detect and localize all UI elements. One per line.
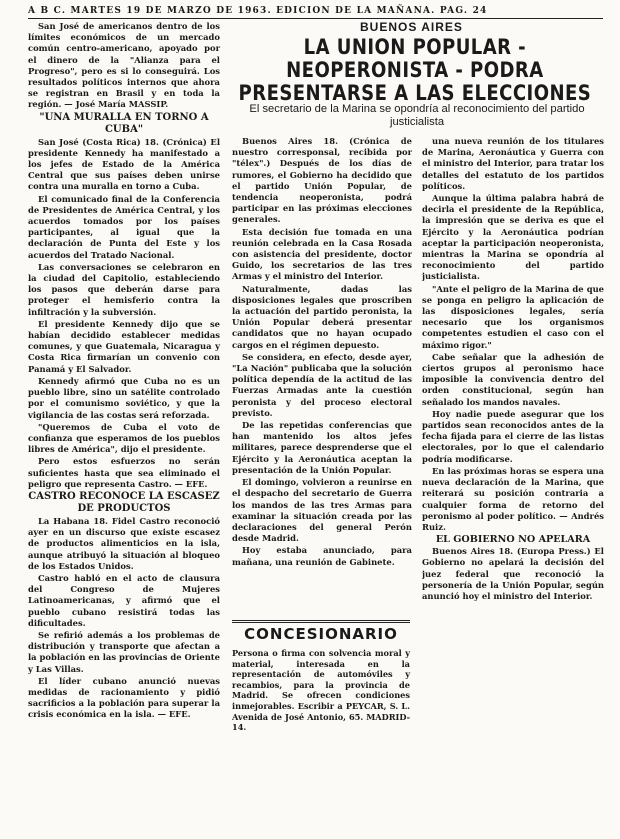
middle-column bbox=[232, 136, 412, 616]
article-paragraph: Aunque la última palabra habrá de decirla el presidente de la República, la impresión que se deriva es que el Ejército y la Aeronáutica podrían aceptar la participación neoperonista, mientras la Marina se opondría al reconocimiento del partido justicialista. bbox=[422, 193, 604, 282]
ad-box bbox=[232, 648, 410, 733]
article-paragraph: De las repetidas conferencias que han mantenido los altos jefes militares, parece desprenderse que el Ejército y la Aeronáutica aceptan la presentación de la Unión Popular. bbox=[232, 420, 412, 475]
article-paragraph: San José (Costa Rica) 18. (Crónica) El presidente Kennedy ha manifestado a los jefes de Estado de la América Central que sus países deben unirse contra una muralla en torno a Cuba. bbox=[28, 136, 220, 192]
article-paragraph: "Queremos de Cuba el voto de confianza que esperamos de los pueblos libres de América", dijo el presidente. bbox=[28, 421, 220, 455]
article-paragraph: San José de americanos dentro de los límites económicos de un mercado común centro-americano, apoyado por el dinero de la "Alianza para el Progreso", pero es si lo conseguirá. Los resultados políticos internos que ahora se registran en Brasil y en toda la región. — José María MASSIP. bbox=[28, 21, 220, 110]
article-paragraph: Naturalmente, dadas las disposiciones legales que proscriben la actuación del partido peronista, la Unión Popular deberá presentar candidatos que no hayan ocupado cargos en el régimen depuesto. bbox=[232, 283, 412, 350]
article-paragraph: Las conversaciones se celebraron en la ciudad del Capitolio, estableciendo los pasos que deberán darse para proteger el hemisferio contra la infiltración y la subversión. bbox=[28, 261, 220, 317]
headline-deck: El secretario de la Marina se opondría al reconocimiento del partido justicialista bbox=[249, 103, 585, 128]
ad-text: Persona o firma con solvencia moral y material, interesada en la representación de automóviles y recambios, para la provincia de Madrid. Se ofrecen condiciones inmejorables. Escribir a PEYCAR, S. L. Avenida de José Antonio, 65. MADRID-14. bbox=[232, 648, 410, 733]
article-paragraph: El líder cubano anunció nuevas medidas de racionamiento y pidió sacrificios a la población para superar la crisis económica en la isla. — EFE. bbox=[28, 675, 220, 720]
section-kicker: BUENOS AIRES bbox=[360, 20, 463, 34]
right-column bbox=[422, 136, 604, 831]
article-paragraph: Pero estos esfuerzos no serán suficientes hasta que sea eliminado el peligro que representa Castro. — EFE. bbox=[28, 456, 220, 489]
article-paragraph: Castro habló en el acto de clausura del Congreso de Mujeres Latinoamericanas, y afirmó que el pueblo cubano resistirá todas las dificultades. bbox=[28, 572, 220, 628]
ad-title: CONCESIONARIO bbox=[232, 620, 410, 647]
header-rule bbox=[28, 18, 603, 19]
article-paragraph: Buenos Aires 18. (Crónica de nuestro corresponsal, recibida por "télex".) Después de los días de rumores, el Gobierno ha decidido que el partido Unión Popular, de tendencia neoperonista, podrá participar en las próximas elecciones generales. bbox=[232, 136, 412, 225]
article-paragraph: La Habana 18. Fidel Castro reconoció ayer en un discurso que existe escasez de productos alimenticios en la isla, aunque atribuyó la situación al bloqueo de los Estados Unidos. bbox=[28, 515, 220, 571]
article-paragraph: Buenos Aires 18. (Europa Press.) El Gobierno no apelará la decisión del juez federal que reconoció la personería de la Unión Popular, según anunció hoy el ministro del Interior. bbox=[422, 546, 604, 601]
article-paragraph: Esta decisión fue tomada en una reunión celebrada en la Casa Rosada con asistencia del presidente, doctor Guido, los secretarios de las tres Armas y el ministro del Interior. bbox=[232, 226, 412, 282]
subheading: CASTRO RECONOCE LA ESCASEZ DE PRODUCTOS bbox=[28, 490, 220, 514]
article-paragraph: Kennedy afirmó que Cuba no es un pueblo libre, sino un satélite controlado por el comunismo soviético, y que la vigilancia de las costas será reforzada. bbox=[28, 375, 220, 420]
article-paragraph: El presidente Kennedy dijo que se habían decidido establecer medidas comunes, y que Guatemala, Nicaragua y Costa Rica firmarían un convenio con Panamá y El Salvador. bbox=[28, 318, 220, 374]
article-paragraph: Se considera, en efecto, desde ayer, "La Nación" publicaba que la solución política dependía de la actitud de las Fuerzas Armadas ante la cuestión peronista y del proceso electoral previsto. bbox=[232, 351, 412, 418]
page-header: A B C. MARTES 19 DE MARZO DE 1963. EDICION DE LA MAÑANA. PAG. 24 bbox=[28, 6, 488, 16]
article-paragraph: En las próximas horas se espera una nueva declaración de la Marina, que reiterará su posición contraria a cualquier forma de retorno del peronismo al poder político. — Andrés Ruiz. bbox=[422, 465, 604, 532]
article-paragraph: Se refirió además a los problemas de distribución y transporte que afectan a la población en las provincias de Oriente y Las Villas. bbox=[28, 629, 220, 674]
main-headline: LA UNION POPULAR - NEOPERONISTA - PODRA PRESENTARSE A LAS ELECCIONES bbox=[238, 35, 592, 105]
article-paragraph: una nueva reunión de los titulares de Marina, Aeronáutica y Guerra con el ministro del Interior, para tratar los detalles del estatuto de los partidos políticos. bbox=[422, 136, 604, 191]
article-paragraph: "Ante el peligro de la Marina de que se ponga en peligro la aplicación de las disposiciones legales, sería necesario que los organismos competentes estudien el caso con el máximo rigor." bbox=[422, 283, 604, 350]
article-paragraph: Hoy estaba anunciado, para mañana, una reunión de Gabinete. bbox=[232, 545, 412, 567]
left-column bbox=[28, 21, 220, 722]
article-paragraph: El comunicado final de la Conferencia de Presidentes de América Central, y los acuerdos tomados por los países participantes, al igual que la declaración de Punta del Este y los acuerdos del Tratado Nacional. bbox=[28, 193, 220, 260]
article-paragraph: Hoy nadie puede asegurar que los partidos sean reconocidos antes de la fecha fijada para el cierre de las listas electorales, por lo que el calendario podría modificarse. bbox=[422, 408, 604, 464]
subheading: "UNA MURALLA EN TORNO A CUBA" bbox=[39, 111, 209, 135]
subheading: EL GOBIERNO NO APELARA bbox=[435, 534, 591, 546]
article-paragraph: El domingo, volvieron a reunirse en el despacho del secretario de Guerra los mandos de las tres Armas para examinar la situación creada por las declaraciones del general Perón desde Madrid. bbox=[232, 477, 412, 544]
article-paragraph: Cabe señalar que la adhesión de ciertos grupos al peronismo hace imposible la convivencia dentro del orden constitucional, según han señalado los mandos navales. bbox=[422, 351, 604, 407]
